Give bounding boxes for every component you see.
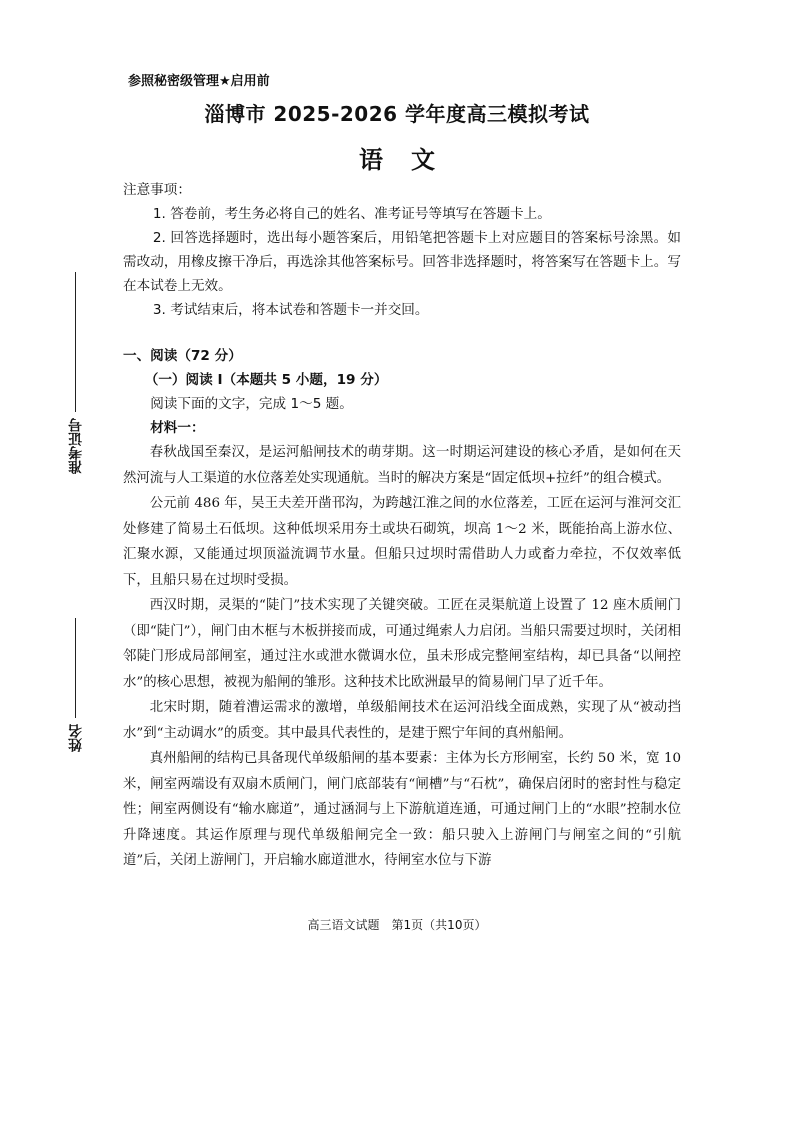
- name-field: [66, 618, 86, 752]
- section-title: 一、阅读（72 分）: [123, 348, 242, 364]
- exam-title: 淄博市 2025-2026 学年度高三模拟考试: [204, 102, 590, 126]
- passage-paragraph-5: 真州船闸的结构已具备现代单级船闸的基本要素：主体为长方形闸室，长约 50 米，宽 10 米，闸室两端设有双扇木质闸门，闸门底部装有“闸槽”与“石枕”，确保启闭时的密封性与稳定性；闸室两侧设有“输水廊道”，通过涵洞与上下游航道连通，可通过闸门上的“水眼”控制水位升降速度。其运作原理与现代单级船闸完全一致：船只驶入上游闸门与闸室之间的“引航道”后，关闭上游闸门，开启输水廊道泄水，待闸室水位与下游: [123, 751, 681, 868]
- passage: [123, 440, 681, 874]
- notice-title: 注意事项：: [123, 182, 191, 198]
- passage-paragraph-1: 春秋战国至秦汉，是运河船闸技术的萌芽期。这一时期运河建设的核心矛盾，是如何在天然河流与人工渠道的水位落差处实现通航。当时的解决方案是“固定低坝+拉纤”的组合模式。: [123, 445, 681, 486]
- passage-paragraph-2: 公元前 486 年，吴王夫差开凿邗沟，为跨越江淮之间的水位落差，工匠在运河与淮河交汇处修建了简易土石低坝。这种低坝采用夯土或块石砌筑，坝高 1～2 米，既能抬高上游水位、汇聚水源，又能通过坝顶溢流调节水量。但船只过坝时需借助人力或畜力牵拉，不仅效率低下，且船只易在过坝时受损。: [123, 496, 681, 588]
- ticket-number-label: 准考证号: [68, 418, 84, 474]
- notice-item-1: 1. 答卷前，考生务必将自己的姓名、准考证号等填写在答题卡上。: [152, 206, 551, 222]
- ticket-number-line: [76, 272, 77, 412]
- notice-item-2: 2. 回答选择题时，选出每小题答案后，用铅笔把答题卡上对应题目的答案标号涂黑。如需改动，用橡皮擦干净后，再选涂其他答案标号。回答非选择题时，将答案写在答题卡上。写在本试卷上无效。: [123, 230, 681, 294]
- passage-paragraph-4: 北宋时期，随着漕运需求的激增，单级船闸技术在运河沿线全面成熟，实现了从“被动挡水”到“主动调水”的质变。其中最具代表性的，是建于熙宁年间的真州船闸。: [123, 700, 681, 741]
- notice-item-3: 3. 考试结束后，将本试卷和答题卡一并交回。: [152, 302, 429, 318]
- page-content: [123, 178, 681, 874]
- page-footer: 高三语文试题 第1页（共10页）: [307, 918, 487, 932]
- name-line: [76, 618, 77, 718]
- name-label: 姓名: [68, 724, 84, 752]
- passage-paragraph-3: 西汉时期，灵渠的“陡门”技术实现了关键突破。工匠在灵渠航道上设置了 12 座木质闸门（即“陡门”），闸门由木框与木板拼接而成，可通过绳索人力启闭。当船只需要过坝时，关闭相邻陡门形成局部闸室，通过注水或泄水微调水位，虽未形成完整闸室结构，却已具备“以闸控水”的核心思想，被视为船闸的雏形。这种技术比欧洲最早的简易闸门早了近千年。: [123, 598, 681, 690]
- reading-instruction: 阅读下面的文字，完成 1～5 题。: [150, 396, 353, 412]
- material-label: 材料一：: [150, 420, 205, 436]
- subsection-title: （一）阅读 I（本题共 5 小题，19 分）: [144, 372, 388, 388]
- ticket-number-field: [66, 272, 86, 474]
- subject-title: 语文: [359, 146, 463, 174]
- confidential-mark: 参照秘密级管理★启用前: [128, 74, 270, 89]
